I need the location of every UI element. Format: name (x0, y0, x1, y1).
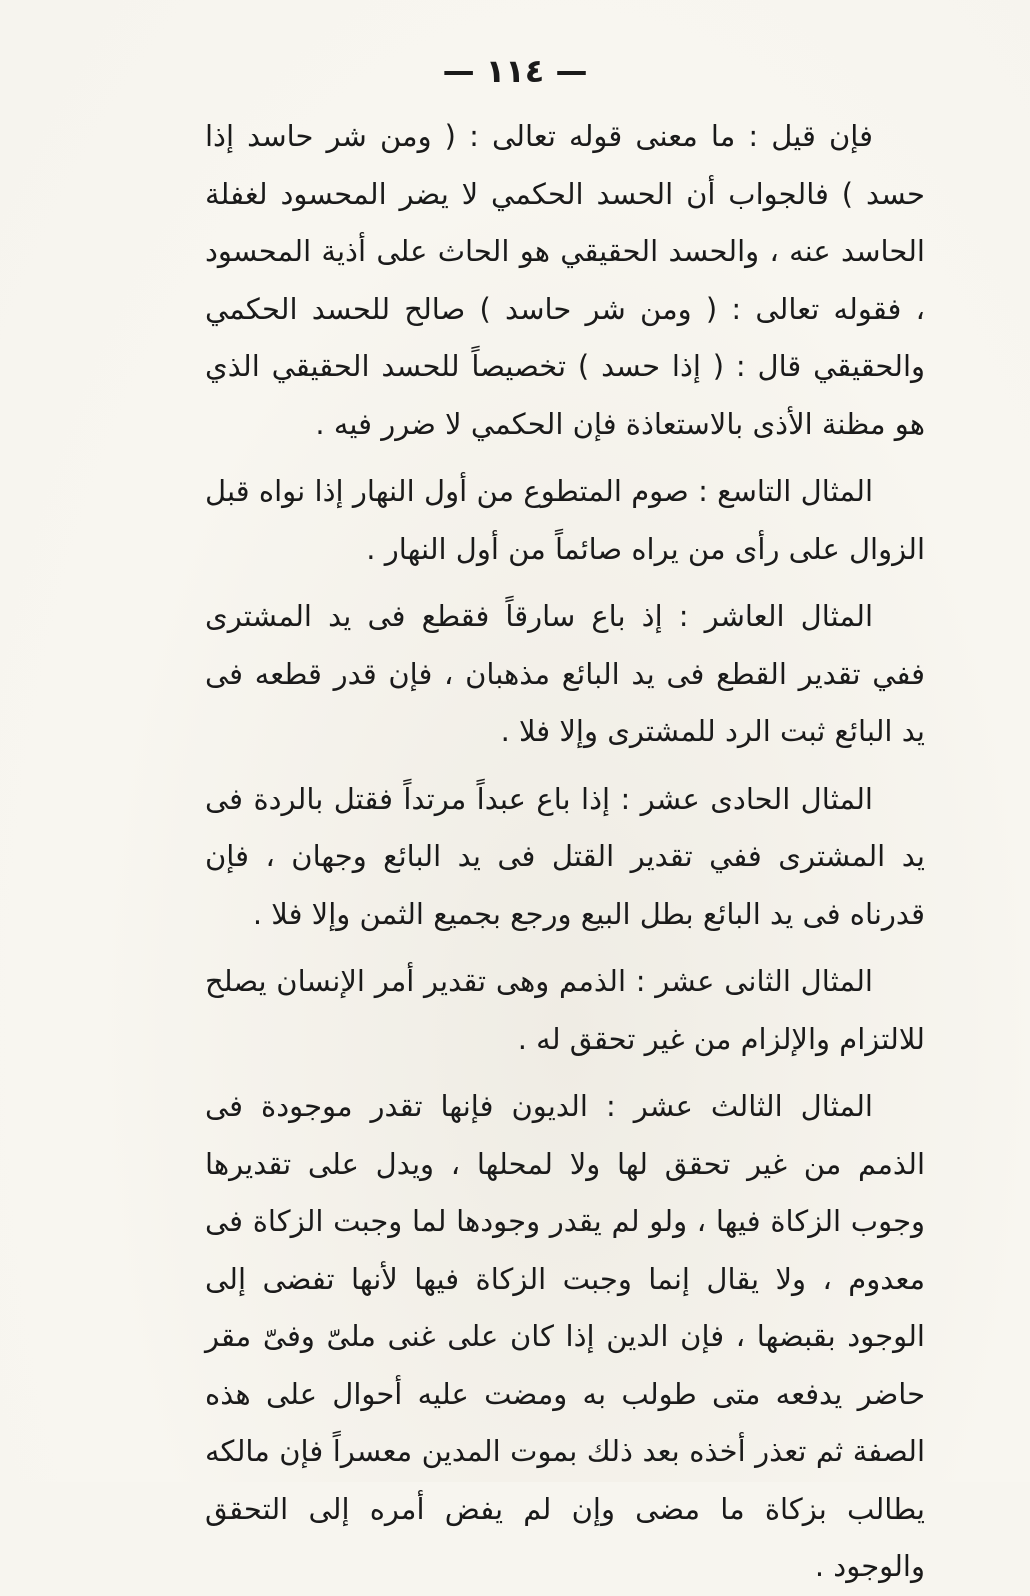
paragraph-example-9: المثال التاسع : صوم المتطوع من أول النهار إذا نواه قبل الزوال على رأى من يراه صائماً من أول النهار . (205, 474, 925, 566)
paragraph-example-10: المثال العاشر : إذ باع سارقاً فقطع فى يد المشترى ففي تقدير القطع فى يد البائع مذهبان ، فإن قدر قطعه فى يد البائع ثبت الرد للمشترى وإلا فلا . (205, 599, 925, 748)
paragraph-example-13: المثال الثالث عشر : الديون فإنها تقدر موجودة فى الذمم من غير تحقق لها ولا لمحلها ، ويدل على تقديرها وجوب الزكاة فيها ، ولو لم يقدر وجودها لما وجبت الزكاة فى معدوم ، ولا يقال إنما وجبت الزكاة فيها لأنها تفضى إلى الوجود بقبضها ، فإن الدين إذا كان على غنى ملىّ وفىّ مقر حاضر يدفعه متى طولب به ومضت عليه أحوال على هذه الصفة ثم تعذر أخذه بعد ذلك بموت المدين معسراً فإن مالكه يطالب بزكاة ما مضى وإن لم يفض أمره إلى التحقق والوجود . (205, 1089, 925, 1583)
paragraph-hasad: فإن قيل : ما معنى قوله تعالى : ( ومن شر حاسد إذا حسد ) فالجواب أن الحسد الحكمي لا يضر المحسود لغفلة الحاسد عنه ، والحسد الحقيقي هو الحاث على أذية المحسود ، فقوله تعالى : ( ومن شر حاسد ) صالح للحسد الحكمي والحقيقي قال : ( إذا حسد ) تخصيصاً للحسد الحقيقي الذي هو مظنة الأذى بالاستعاذة فإن الحكمي لا ضرر فيه . (205, 119, 925, 441)
paragraph-example-11: المثال الحادى عشر : إذا باع عبداً مرتداً فقتل بالردة فى يد المشترى ففي تقدير القتل فى يد البائع وجهان ، فإن قدرناه فى يد البائع بطل البيع ورجع بجميع الثمن وإلا فلا . (205, 781, 925, 931)
paragraph-example-12: المثال الثانى عشر : الذمم وهى تقدير أمر الإنسان يصلح للالتزام والإلزام من غير تحقق له . (205, 964, 925, 1056)
page-body (205, 108, 925, 1596)
page-number: — ١١٤ — (442, 52, 588, 90)
